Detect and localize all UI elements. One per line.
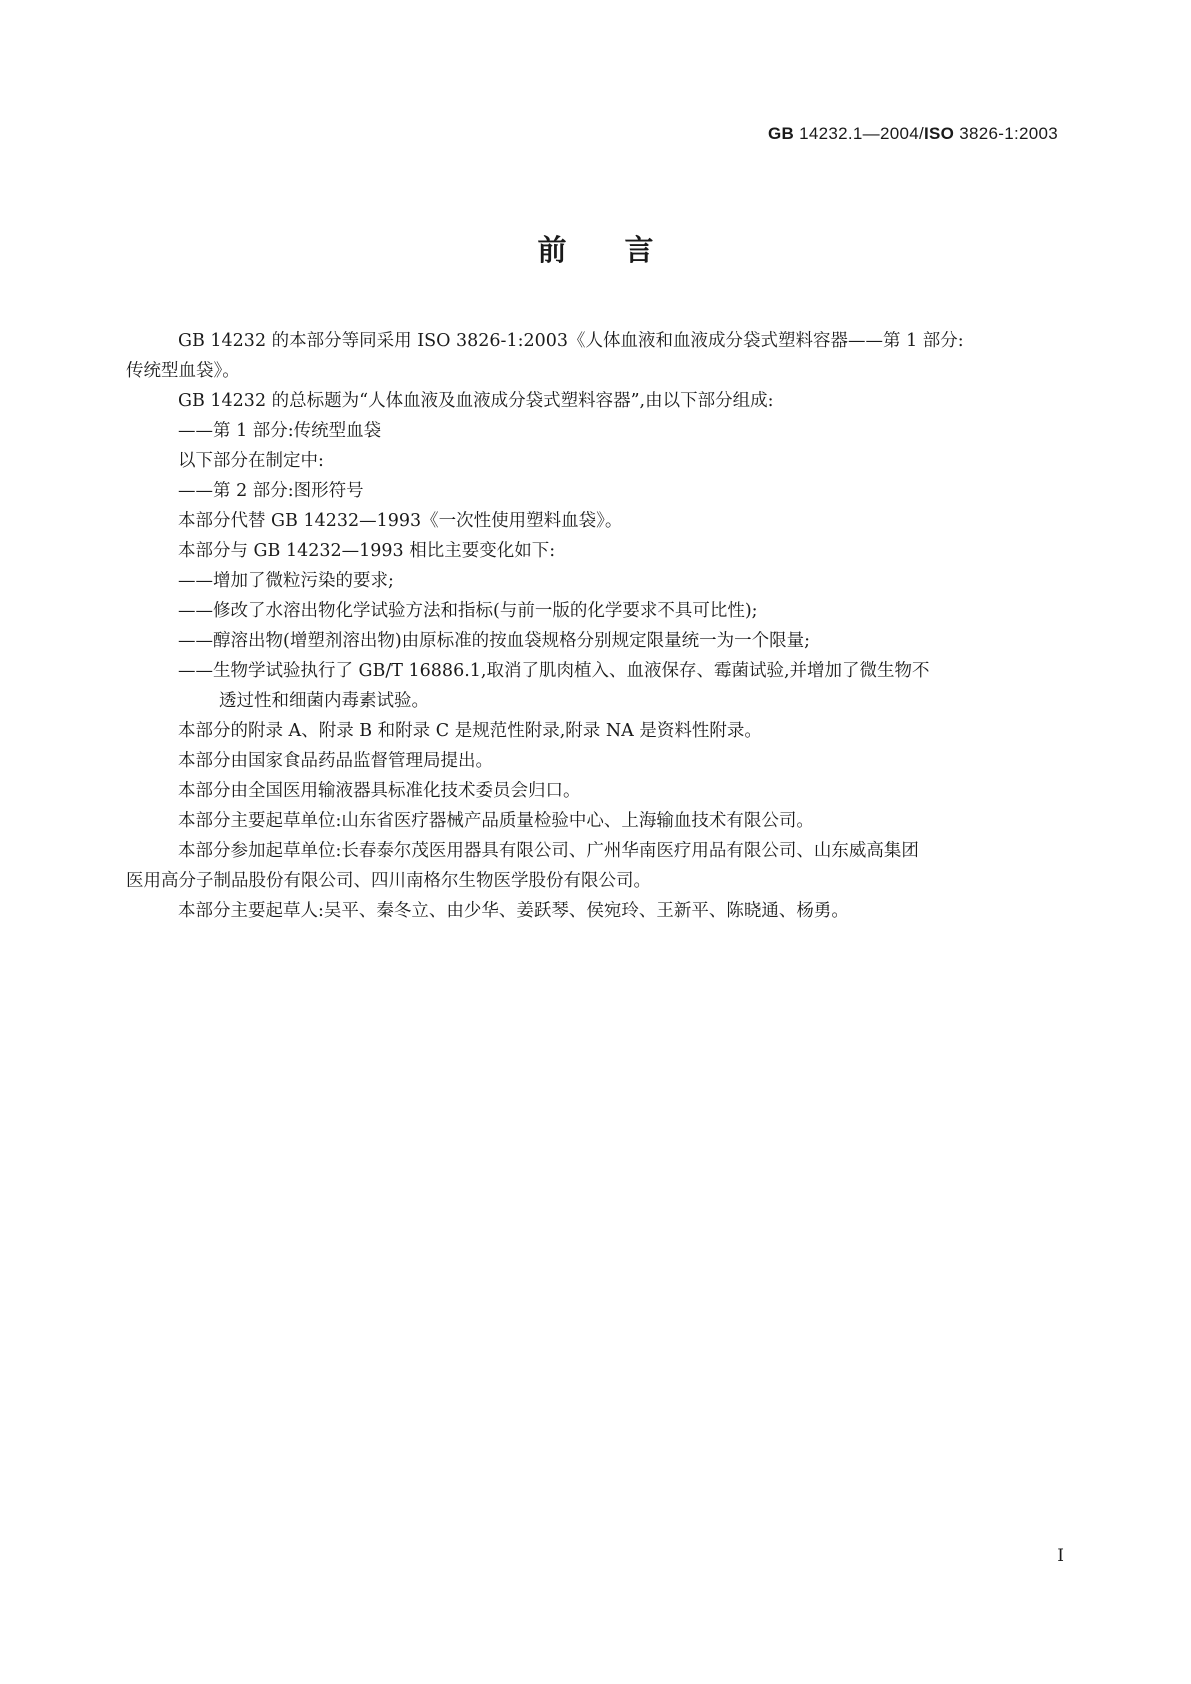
gb-number: 14232.1—2004/ [794, 124, 924, 143]
iso-code: ISO [924, 124, 955, 143]
paragraph-in-preparation: 以下部分在制定中: [178, 451, 324, 471]
list-item-change-4-cont: 透过性和细菌内毒素试验。 [219, 691, 429, 711]
list-item-change-4: ——生物学试验执行了 GB/T 16886.1,取消了肌肉植入、血液保存、霉菌试验,并增加了微生物不 [178, 661, 930, 681]
standard-code-header [768, 124, 1058, 144]
paragraph-annexes: 本部分的附录 A、附录 B 和附录 C 是规范性附录,附录 NA 是资料性附录。 [178, 721, 762, 741]
foreword-body [126, 326, 1060, 926]
paragraph-adoption-cont: 传统型血袋》。 [126, 361, 240, 381]
page-title: 前言 [537, 233, 712, 267]
list-item-change-1: ——增加了微粒污染的要求; [178, 571, 394, 591]
paragraph-participating-units: 本部分参加起草单位:长春泰尔茂医用器具有限公司、广州华南医疗用品有限公司、山东威高集团 [178, 841, 919, 861]
list-item-part-1: ——第 1 部分:传统型血袋 [178, 421, 382, 441]
paragraph-main-drafters: 本部分主要起草人:吴平、秦冬立、由少华、姜跃琴、侯宛玲、王新平、陈晓通、杨勇。 [178, 901, 849, 921]
paragraph-proposed-by: 本部分由国家食品药品监督管理局提出。 [178, 751, 493, 771]
gb-code: GB [767, 124, 795, 143]
paragraph-technical-committee: 本部分由全国医用输液器具标准化技术委员会归口。 [178, 781, 581, 801]
paragraph-participating-units-cont: 医用高分子制品股份有限公司、四川南格尔生物医学股份有限公司。 [126, 871, 651, 891]
list-item-change-2: ——修改了水溶出物化学试验方法和指标(与前一版的化学要求不具可比性); [178, 601, 758, 621]
iso-number: 3826-1:2003 [954, 124, 1058, 143]
paragraph-adoption: GB 14232 的本部分等同采用 ISO 3826-1:2003《人体血液和血液成分袋式塑料容器——第 1 部分: [178, 331, 964, 351]
paragraph-main-drafters-units: 本部分主要起草单位:山东省医疗器械产品质量检验中心、上海输血技术有限公司。 [178, 811, 814, 831]
list-item-part-2: ——第 2 部分:图形符号 [178, 481, 364, 501]
paragraph-changes: 本部分与 GB 14232—1993 相比主要变化如下: [178, 541, 556, 561]
paragraph-general-title: GB 14232 的总标题为“人体血液及血液成分袋式塑料容器”,由以下部分组成: [178, 391, 774, 411]
page-number: I [1057, 1546, 1064, 1566]
paragraph-replaces: 本部分代替 GB 14232—1993《一次性使用塑料血袋》。 [178, 511, 623, 531]
list-item-change-3: ——醇溶出物(增塑剂溶出物)由原标准的按血袋规格分别规定限量统一为一个限量; [178, 631, 811, 651]
